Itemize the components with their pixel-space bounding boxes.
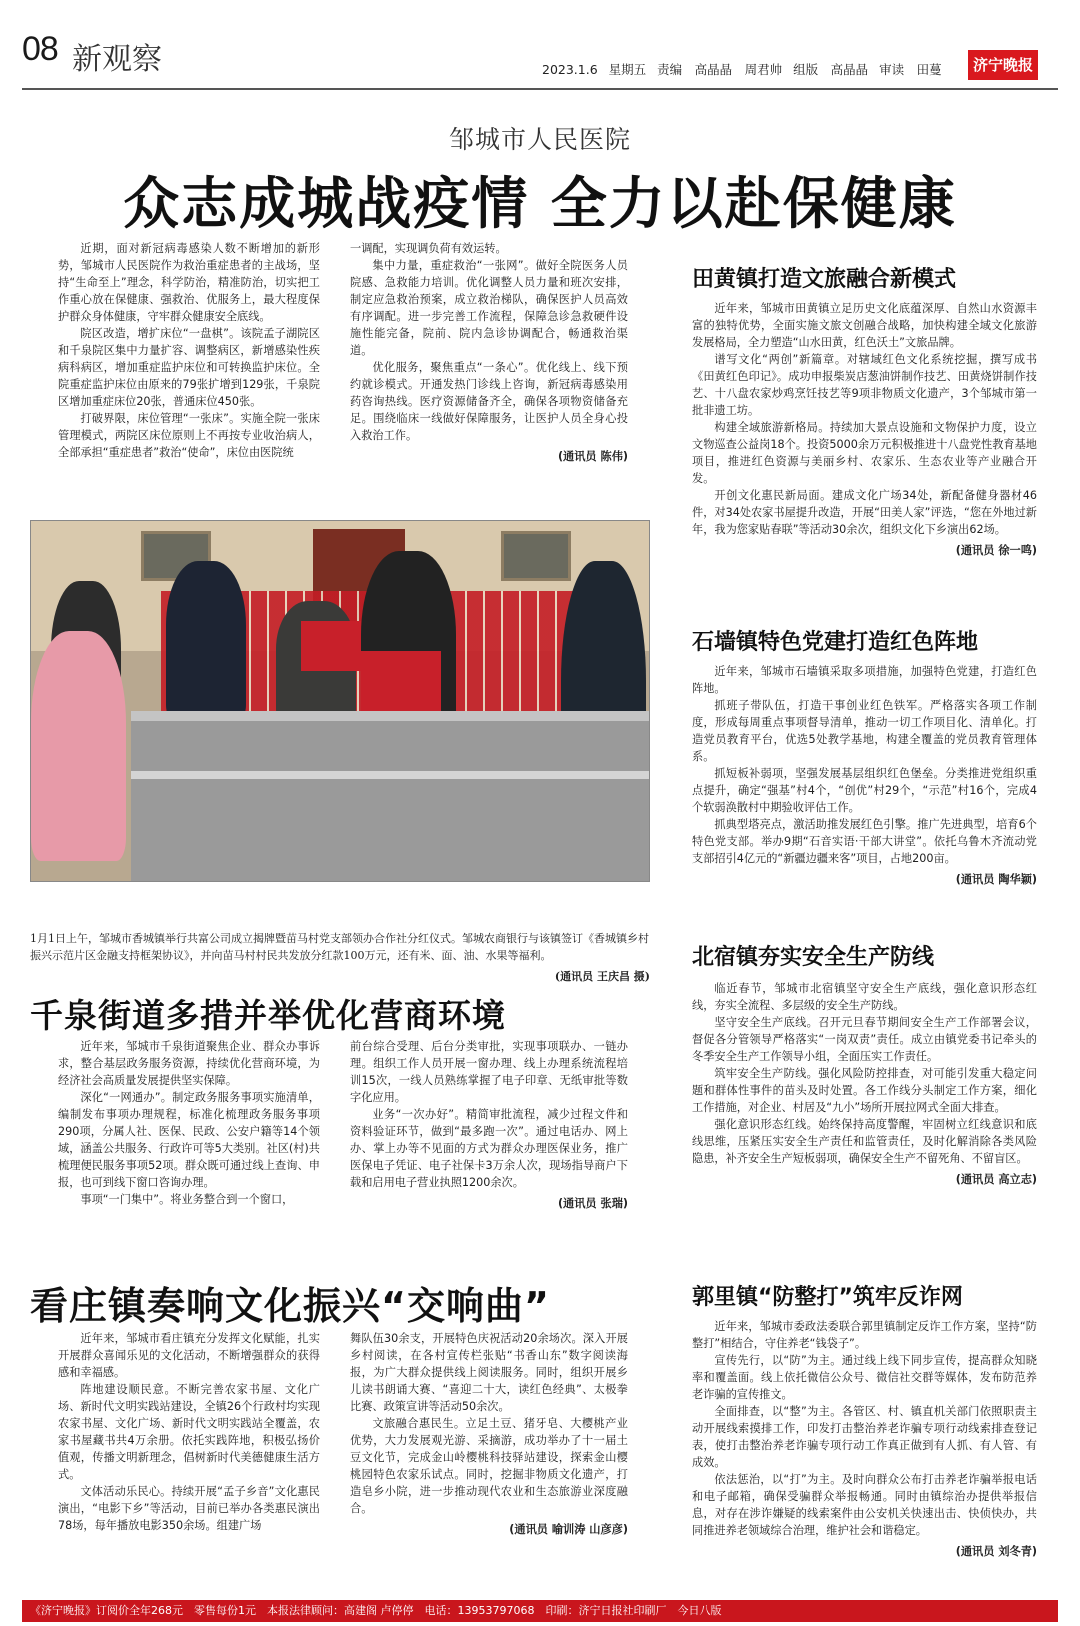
page-header (22, 30, 1058, 90)
paragraph: 临近春节，邹城市北宿镇坚守安全生产底线，强化意识形态红线，夯实全流程、多层级的安全生产防线。 (692, 982, 1037, 1012)
photo-cart-rail (131, 771, 650, 779)
weekday: 星期五 (608, 62, 647, 77)
paragraph: 近年来，邹城市田黄镇立足历史文化底蕴深厚、自然山水资源丰富的独特优势，全面实施文旅文创融合战略，加快构建全域文化旅游发展格局，全力塑造“山水田黄，红色沃土”文旅品牌。 (692, 302, 1037, 349)
paragraph: 抓短板补弱项，坚强发展基层组织红色堡垒。分类推进党组织重点提升，确定“强基”村4个，“创优”村29个，“示范”村16个，完成4个软弱涣散村中期验收评估工作。 (692, 767, 1037, 814)
beisu-body (692, 980, 1037, 1188)
byline: (通讯员 刘冬青) (955, 1545, 1037, 1558)
paragraph: 一调配，实现调负荷有效运转。 (350, 242, 507, 255)
paragraph: 谱写文化“两创”新篇章。对辖域红色文化系统挖掘，撰写成书《田黄红色印记》。成功申报柴炭店葱油饼制作技艺、田黄烧饼制作技艺、十八盘农家炒鸡烹饪技艺等9项非物质文化遗产，3个邹城市第一批非遗工坊。 (692, 353, 1037, 417)
photo-caption (30, 930, 650, 985)
qianquan-column-2 (350, 1038, 628, 1212)
kanzhuang-column-1 (58, 1330, 320, 1534)
date: 2023.1.6 (542, 62, 598, 77)
qianquan-headline: 千泉街道多措并举优化营商环境 (30, 996, 506, 1035)
reviewer: 审读 田蔓 (879, 62, 942, 77)
paragraph: 舞队伍30余支，开展特色庆祝活动20余场次。深入开展乡村阅读，在各村宣传栏张贴“书香山东”数字阅读海报，为广大群众提供线上阅读服务。同时，组织开展乡儿读书朗诵大赛、“喜迎二十大，读红色经典”、太极拳比赛、政策宣讲等活动50余次。 (350, 1332, 628, 1413)
newspaper-logo: 济宁晚报 (968, 50, 1038, 80)
paragraph: 集中力量，重症救治“一张网”。做好全院医务人员院感、急救能力培训。优化调整人员力量和班次安排，制定应急救治预案，成立救治梯队，确保医护人员高效有序调配。进一步完善工作流程，保障急诊急救硬件设施性能完备，院前、院内急诊协调配合，畅通救治渠道。 (350, 259, 628, 357)
paragraph: 事项“一门集中”。将业务整合到一个窗口， (80, 1193, 294, 1206)
paragraph: 文体活动乐民心。持续开展“孟子乡音”文化惠民演出，“电影下乡”等活动，目前已举办各类惠民演出78场，每年播放电影350余场。组建广场 (58, 1485, 320, 1532)
editor: 责编 高晶晶 周君帅 (657, 62, 783, 77)
caption-text: 1月1日上午，邹城市香城镇举行共富公司成立揭牌暨苗马村党支部领办合作社分红仪式。邹城农商银行与该镇签订《香城镇乡村振兴示范片区金融支持框架协议》，并向苗马村村民共发放分红款100万元，还有米、面、油、水果等福利。 (30, 932, 649, 962)
byline: (通讯员 徐一鸣) (955, 544, 1037, 557)
photo-person (31, 631, 126, 861)
lead-column-2 (350, 240, 628, 465)
tianhuang-body (692, 300, 1037, 559)
byline: (通讯员 张瑞) (557, 1197, 628, 1210)
page-number: 08 (22, 30, 58, 68)
qianquan-column-1 (58, 1038, 320, 1208)
lead-column-1 (58, 240, 320, 461)
paragraph: 近年来，邹城市千泉街道聚焦企业、群众办事诉求，整合基层政务服务资源，持续优化营商环境，为经济社会高质量发展提供坚实保障。 (58, 1040, 320, 1087)
paragraph: 坚守安全生产底线。召开元旦春节期间安全生产工作部署会议，督促各分管领导严格落实“一岗双责”责任。成立由镇党委书记牵头的冬季安全生产工作领导小组，全面压实工作责任。 (692, 1016, 1037, 1063)
paragraph: 业务“一次办好”。精简审批流程，减少过程文件和资料验证环节，做到“最多跑一次”。通过电话办、网上办、掌上办等不见面的方式为群众办理医保业务，推广医保电子凭证、电子社保卡3万余人次，现场指导商户下载和启用电子营业执照1200余次。 (350, 1108, 628, 1189)
paragraph: 依法惩治，以“打”为主。及时向群众公布打击养老诈骗举报电话和电子邮箱，确保受骗群众举报畅通。同时由镇综治办提供举报信息，对存在涉诈嫌疑的线索案件由公安机关快速出击、快侦快办，共同推进养老领域综合治理，维护社会和谐稳定。 (692, 1473, 1037, 1537)
byline: (通讯员 高立志) (955, 1173, 1037, 1186)
paragraph: 构建全域旅游新格局。持续加大景点设施和文物保护力度，设立文物巡查公益岗18个。投资5000余万元积极推进十八盘党性教育基地项目，推进红色资源与美丽乡村、农家乐、生态农业等产业融合开发。 (692, 421, 1037, 485)
paragraph: 近期，面对新冠病毒感染人数不断增加的新形势，邹城市人民医院作为救治重症患者的主战场，坚持“生命至上”理念，科学防治，精准防治，切实把工作重心放在保健康、强救治、优服务上，最大程度保护群众身体健康，守牢群众健康安全底线。 (58, 242, 320, 323)
paragraph: 强化意识形态红线。始终保持高度警醒，牢固树立红线意识和底线思维，压紧压实安全生产责任和监管责任，及时化解消除各类风险隐患，补齐安全生产短板弱项，确保安全生产不留死角、不留盲区。 (692, 1118, 1037, 1165)
paragraph: 近年来，邹城市委政法委联合郭里镇制定反诈工作方案，坚持“防整打”相结合，守住养老“钱袋子”。 (692, 1320, 1037, 1350)
photo-cart (131, 711, 650, 882)
layout-editor: 组版 高晶晶 (793, 62, 869, 77)
paragraph: 抓典型塔亮点，激活助推发展红色引擎。推广先进典型，培育6个特色党支部。举办9期“石音实语·干部大讲堂”。依托乌鲁木齐流动党支部招引4亿元的“新疆边疆来客”项目，占地200亩。 (692, 818, 1037, 865)
byline: (通讯员 陈伟) (557, 450, 628, 463)
byline: (通讯员 喻训涛 山彦彦) (509, 1523, 628, 1536)
photo-window (501, 531, 571, 581)
paragraph: 院区改造，增扩床位“一盘棋”。该院孟子湖院区和千泉院区集中力量扩容、调整病区，新增感染性疾病科病区，增加重症监护床位和可转换监护床位。全院重症监护床位由原来的79张扩增到129张，千泉院区增加重症床位20张，普通床位450张。 (58, 327, 320, 408)
paragraph: 优化服务，聚焦重点“一条心”。优化线上、线下预约就诊模式。开通发热门诊线上咨询，新冠病毒感染用药咨询热线。医疗资源储备齐全，确保各项物资储备充足。围绕临床一线做好保障服务，让医护人员全身心投入救治工作。 (350, 361, 628, 442)
tianhuang-headline: 田黄镇打造文旅融合新模式 (692, 267, 957, 292)
paragraph: 宣传先行，以“防”为主。通过线上线下同步宣传，提高群众知晓率和覆盖面。线上依托微信公众号、微信社交群等媒体，发布防范养老诈骗的宣传推文。 (692, 1354, 1037, 1401)
kanzhuang-headline: 看庄镇奏响文化振兴“交响曲” (30, 1284, 550, 1328)
photo-gift-box (301, 621, 361, 671)
kanzhuang-column-2 (350, 1330, 628, 1538)
paragraph: 全面排查，以“整”为主。各管区、村、镇直机关部门依照职责主动开展线索摸排工作，印发打击整治养老诈骗专项行动线索排查登记表，使打击整治养老诈骗专项行动工作真正做到有人抓、有人管、有成效。 (692, 1405, 1037, 1469)
paragraph: 前台综合受理、后台分类审批，实现事项联办、一链办理。组织工作人员开展一窗办理、线上办理系统流程培训15次，一线人员熟练掌握了电子印章、无纸审批等数字化应用。 (350, 1040, 628, 1104)
section-name: 新观察 (72, 42, 162, 77)
photo-credit: (通讯员 王庆昌 摄) (554, 970, 650, 983)
guoli-body (692, 1318, 1037, 1560)
header-divider (22, 88, 1058, 90)
paragraph: 抓班子带队伍，打造干事创业红色铁军。严格落实各项工作制度，形成每周重点事项督导清单，推动一切工作项目化、清单化。打造党员教育平台，优选5处教学基地，构建全覆盖的党员教育管理体系。 (692, 699, 1037, 763)
paragraph: 筑牢安全生产防线。强化风险防控排查，对可能引发重大稳定问题和群体性事件的苗头及时处置。各工作线分头制定工作方案，细化工作措施，对企业、村居及“九小”场所开展拉网式全面大排查。 (692, 1067, 1037, 1114)
photo-gift-box (361, 651, 441, 711)
guoli-headline: 郭里镇“防整打”筑牢反诈网 (692, 1285, 963, 1310)
shiqiang-body (692, 663, 1037, 888)
paragraph: 打破界限，床位管理“一张床”。实施全院一张床管理模式，两院区床位原则上不再按专业收治病人，全部承担“重症患者”救治“使命”，床位由医院统 (58, 412, 320, 459)
photo-person (166, 561, 246, 721)
lead-headline: 众志成城战疫情 全力以赴保健康 (123, 172, 957, 237)
paragraph: 阵地建设顺民意。不断完善农家书屋、文化广场、新时代文明实践站建设，全镇26个行政村均实现农家书屋、文化广场、新时代文明实践站全覆盖，农家书屋藏书共4万余册。依托实践阵地，积极弘扬价值观，传播文明新理念，倡树新时代美德健康生活方式。 (58, 1383, 320, 1481)
paragraph: 开创文化惠民新局面。建成文化广场34处，新配备健身器材46件，对34处农家书屋提升改造，开展“田美人家”评选，“您在外地过新年，我为您家贴春联”等活动30余次，组织文化下乡演出62场。 (692, 489, 1037, 536)
masthead-meta (542, 60, 949, 78)
page-footer: 《济宁晚报》订阅价全年268元 零售每份1元 本报法律顾问：高建阁 卢停停 电话：13953797068 印刷：济宁日报社印刷厂 今日八版 (22, 1600, 1058, 1622)
beisu-headline: 北宿镇夯实安全生产防线 (692, 945, 935, 970)
paragraph: 文旅融合惠民生。立足土豆、猪牙皂、大樱桃产业优势，大力发展观光游、采摘游，成功举办了十一届土豆文化节，完成金山岭樱桃科技驿站建设，探索金山樱桃园特色农家乐试点。同时，挖掘非物质文化遗产，打造皂乡小院，进一步推动现代农业和生态旅游业深度融合。 (350, 1417, 628, 1515)
news-photo (30, 520, 650, 882)
lead-kicker: 邹城市人民医院 (448, 125, 631, 154)
paragraph: 近年来，邹城市看庄镇充分发挥文化赋能，扎实开展群众喜闻乐见的文化活动，不断增强群众的获得感和幸福感。 (58, 1332, 320, 1379)
paragraph: 近年来，邹城市石墙镇采取多项措施，加强特色党建，打造红色阵地。 (692, 665, 1037, 695)
byline: (通讯员 陶华颖) (955, 873, 1037, 886)
paragraph: 深化“一网通办”。制定政务服务事项实施清单，编制发布事项办理规程，标准化梳理政务服务事项290项，分属人社、医保、民政、公安户籍等14个领域，涵盖公共服务、行政许可等5大类别。社区(村)共梳理便民服务事项52项。群众既可通过线上查询、申报，也可到线下窗口咨询办理。 (58, 1091, 320, 1189)
shiqiang-headline: 石墙镇特色党建打造红色阵地 (692, 630, 979, 655)
